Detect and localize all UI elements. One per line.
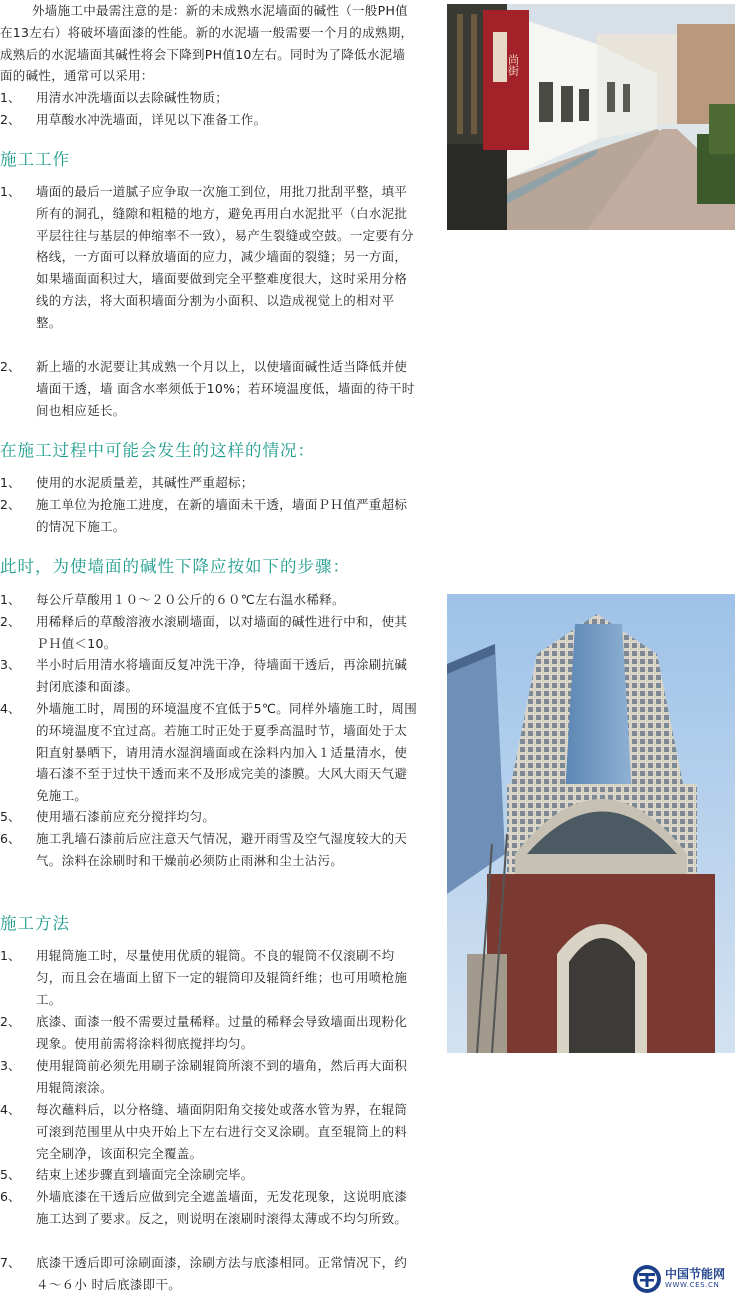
list-number: 2、 bbox=[0, 497, 21, 512]
list-text: 每次蘸料后，以分格缝、墙面阴阳角交接处或落水管为界，在辊筒可滚到范围里从中央开始上下左右进行交叉涂刷。直至辊筒上的料完全刷净，该面积完全覆盖。 bbox=[36, 1102, 408, 1161]
section-heading: 施工方法 bbox=[0, 914, 70, 933]
list-text: 底漆干透后即可涂刷面漆，涂刷方法与底漆相同。正常情况下，约４～６小 时后底漆即干。 bbox=[36, 1255, 408, 1292]
list-item bbox=[0, 1164, 418, 1186]
intro-paragraph: 外墙施工中最需注意的是：新的未成熟水泥墙面的碱性（一般PH值在13左右）将破坏墙面漆的性能。新的水泥墙一般需要一个月的成熟期，成熟后的水泥墙面其碱性将会下降到PH值10左右。同时为了降低水泥墙面的碱性，通常可以采用： bbox=[0, 3, 414, 84]
list-text: 使用墙石漆前应充分搅拌均匀。 bbox=[36, 809, 216, 824]
list-text: 用稀释后的草酸溶液水滚刷墙面，以对墙面的碱性进行中和，使其ＰＨ值＜10。 bbox=[36, 614, 408, 651]
list-number: 4、 bbox=[0, 701, 21, 716]
list-item bbox=[0, 611, 418, 655]
list-number: 5、 bbox=[0, 809, 21, 824]
list-item bbox=[0, 109, 418, 131]
sign-text: 尚街 bbox=[506, 54, 520, 76]
list-number: 1、 bbox=[0, 948, 21, 963]
list-text: 外墙底漆在干透后应做到完全遮盖墙面，无发花现象，这说明底漆施工达到了要求。反之，则说明在滚刷时滚得太薄或不均匀所致。 bbox=[36, 1189, 408, 1226]
list-number: 1、 bbox=[0, 90, 21, 105]
list-number: 2、 bbox=[0, 359, 21, 374]
list-text: 半小时后用清水将墙面反复冲洗干净，待墙面干透后，再涂刷抗碱封闭底漆和面漆。 bbox=[36, 657, 408, 694]
list-text: 外墙施工时，周围的环境温度不宜低于5℃。同样外墙施工时，周围的环境温度不宜过高。若施工时正处于夏季高温时节，墙面处于太阳直射暴晒下，请用清水湿润墙面或在涂料内加入１适量清水，使墙石漆不至于过快干透而来不及形成完美的漆膜。大风大雨天气避免施工。 bbox=[36, 701, 417, 804]
list-item bbox=[0, 1186, 418, 1230]
logo-name: 中国节能网 bbox=[665, 1267, 726, 1281]
list-item bbox=[0, 654, 418, 698]
list-item bbox=[0, 356, 418, 421]
section-heading: 此时，为使墙面的碱性下降应按如下的步骤： bbox=[0, 557, 350, 576]
list-text: 用辊筒施工时，尽量使用优质的辊筒。不良的辊筒不仅滚刷不均匀，而且会在墙面上留下一定的辊筒印及辊筒纤维；也可用喷枪施工。 bbox=[36, 948, 408, 1007]
list-item bbox=[0, 494, 418, 538]
list-text: 用清水冲洗墙面以去除碱性物质； bbox=[36, 90, 229, 105]
list-text: 施工单位为抢施工进度，在新的墙面未干透，墙面ＰＨ值严重超标的情况下施工。 bbox=[36, 497, 408, 534]
list-number: 1、 bbox=[0, 592, 21, 607]
list-text: 使用的水泥质量差，其碱性严重超标； bbox=[36, 475, 254, 490]
skyscraper-photo bbox=[447, 594, 735, 1053]
list-number: 1、 bbox=[0, 184, 21, 199]
list-number: 7、 bbox=[0, 1255, 21, 1270]
list-text: 墙面的最后一道腻子应争取一次施工到位，用批刀批刮平整，填平所有的洞孔，缝隙和粗糙的地方，避免再用白水泥批平（白水泥批平层往往与基层的伸缩率不一致），易产生裂缝或空鼓。一定要有分格线，一方面可以释放墙面的应力，减少墙面的裂缝；另一方面，如果墙面面积过大，墙面要做到完全平整难度很大，这时采用分格线的方法，将大面积墙面分割为小面积、以造成视觉上的相对平整。 bbox=[36, 184, 414, 330]
street-photo bbox=[447, 4, 735, 230]
list-number: 3、 bbox=[0, 657, 21, 672]
list-item bbox=[0, 698, 418, 807]
list-number: 1、 bbox=[0, 475, 21, 490]
list-item bbox=[0, 1252, 410, 1296]
site-logo[interactable] bbox=[632, 1262, 735, 1295]
list-item bbox=[0, 828, 418, 872]
list-text: 使用辊筒前必须先用刷子涂刷辊筒所滚不到的墙角，然后再大面积用辊筒滚涂。 bbox=[36, 1058, 408, 1095]
list-item bbox=[0, 472, 418, 494]
list-text: 每公斤草酸用１０～２０公斤的６０℃左右温水稀释。 bbox=[36, 592, 345, 607]
energy-logo-icon bbox=[632, 1264, 662, 1294]
list-number: 2、 bbox=[0, 614, 21, 629]
list-item bbox=[0, 1055, 418, 1099]
list-text: 结束上述步骤直到墙面完全涂刷完毕。 bbox=[36, 1167, 254, 1182]
list-number: 6、 bbox=[0, 1189, 21, 1204]
list-item bbox=[0, 1011, 418, 1055]
section-heading: 在施工过程中可能会发生的这样的情况： bbox=[0, 441, 315, 460]
list-item bbox=[0, 806, 418, 828]
list-number: 2、 bbox=[0, 1014, 21, 1029]
list-number: 5、 bbox=[0, 1167, 21, 1182]
list-item bbox=[0, 1099, 418, 1164]
list-item bbox=[0, 181, 418, 334]
list-text: 用草酸水冲洗墙面，详见以下准备工作。 bbox=[36, 112, 267, 127]
logo-url: WWW.CES.CN bbox=[665, 1281, 720, 1289]
list-item bbox=[0, 945, 418, 1010]
list-item bbox=[0, 87, 418, 109]
list-number: 3、 bbox=[0, 1058, 21, 1073]
list-number: 2、 bbox=[0, 112, 21, 127]
list-number: 6、 bbox=[0, 831, 21, 846]
list-item bbox=[0, 589, 418, 611]
list-text: 新上墙的水泥要让其成熟一个月以上，以使墙面碱性适当降低并使墙面干透，墙 面含水率须低于10%；若环境温度低，墙面的待干时间也相应延长。 bbox=[36, 359, 415, 418]
section-heading: 施工工作 bbox=[0, 150, 70, 169]
list-text: 底漆、面漆一般不需要过量稀释。过量的稀释会导致墙面出现粉化现象。使用前需将涂料彻底搅拌均匀。 bbox=[36, 1014, 408, 1051]
list-number: 4、 bbox=[0, 1102, 21, 1117]
list-text: 施工乳墙石漆前后应注意天气情况，避开雨雪及空气湿度较大的天气。涂料在涂刷时和干燥前必须防止雨淋和尘土沾污。 bbox=[36, 831, 408, 868]
